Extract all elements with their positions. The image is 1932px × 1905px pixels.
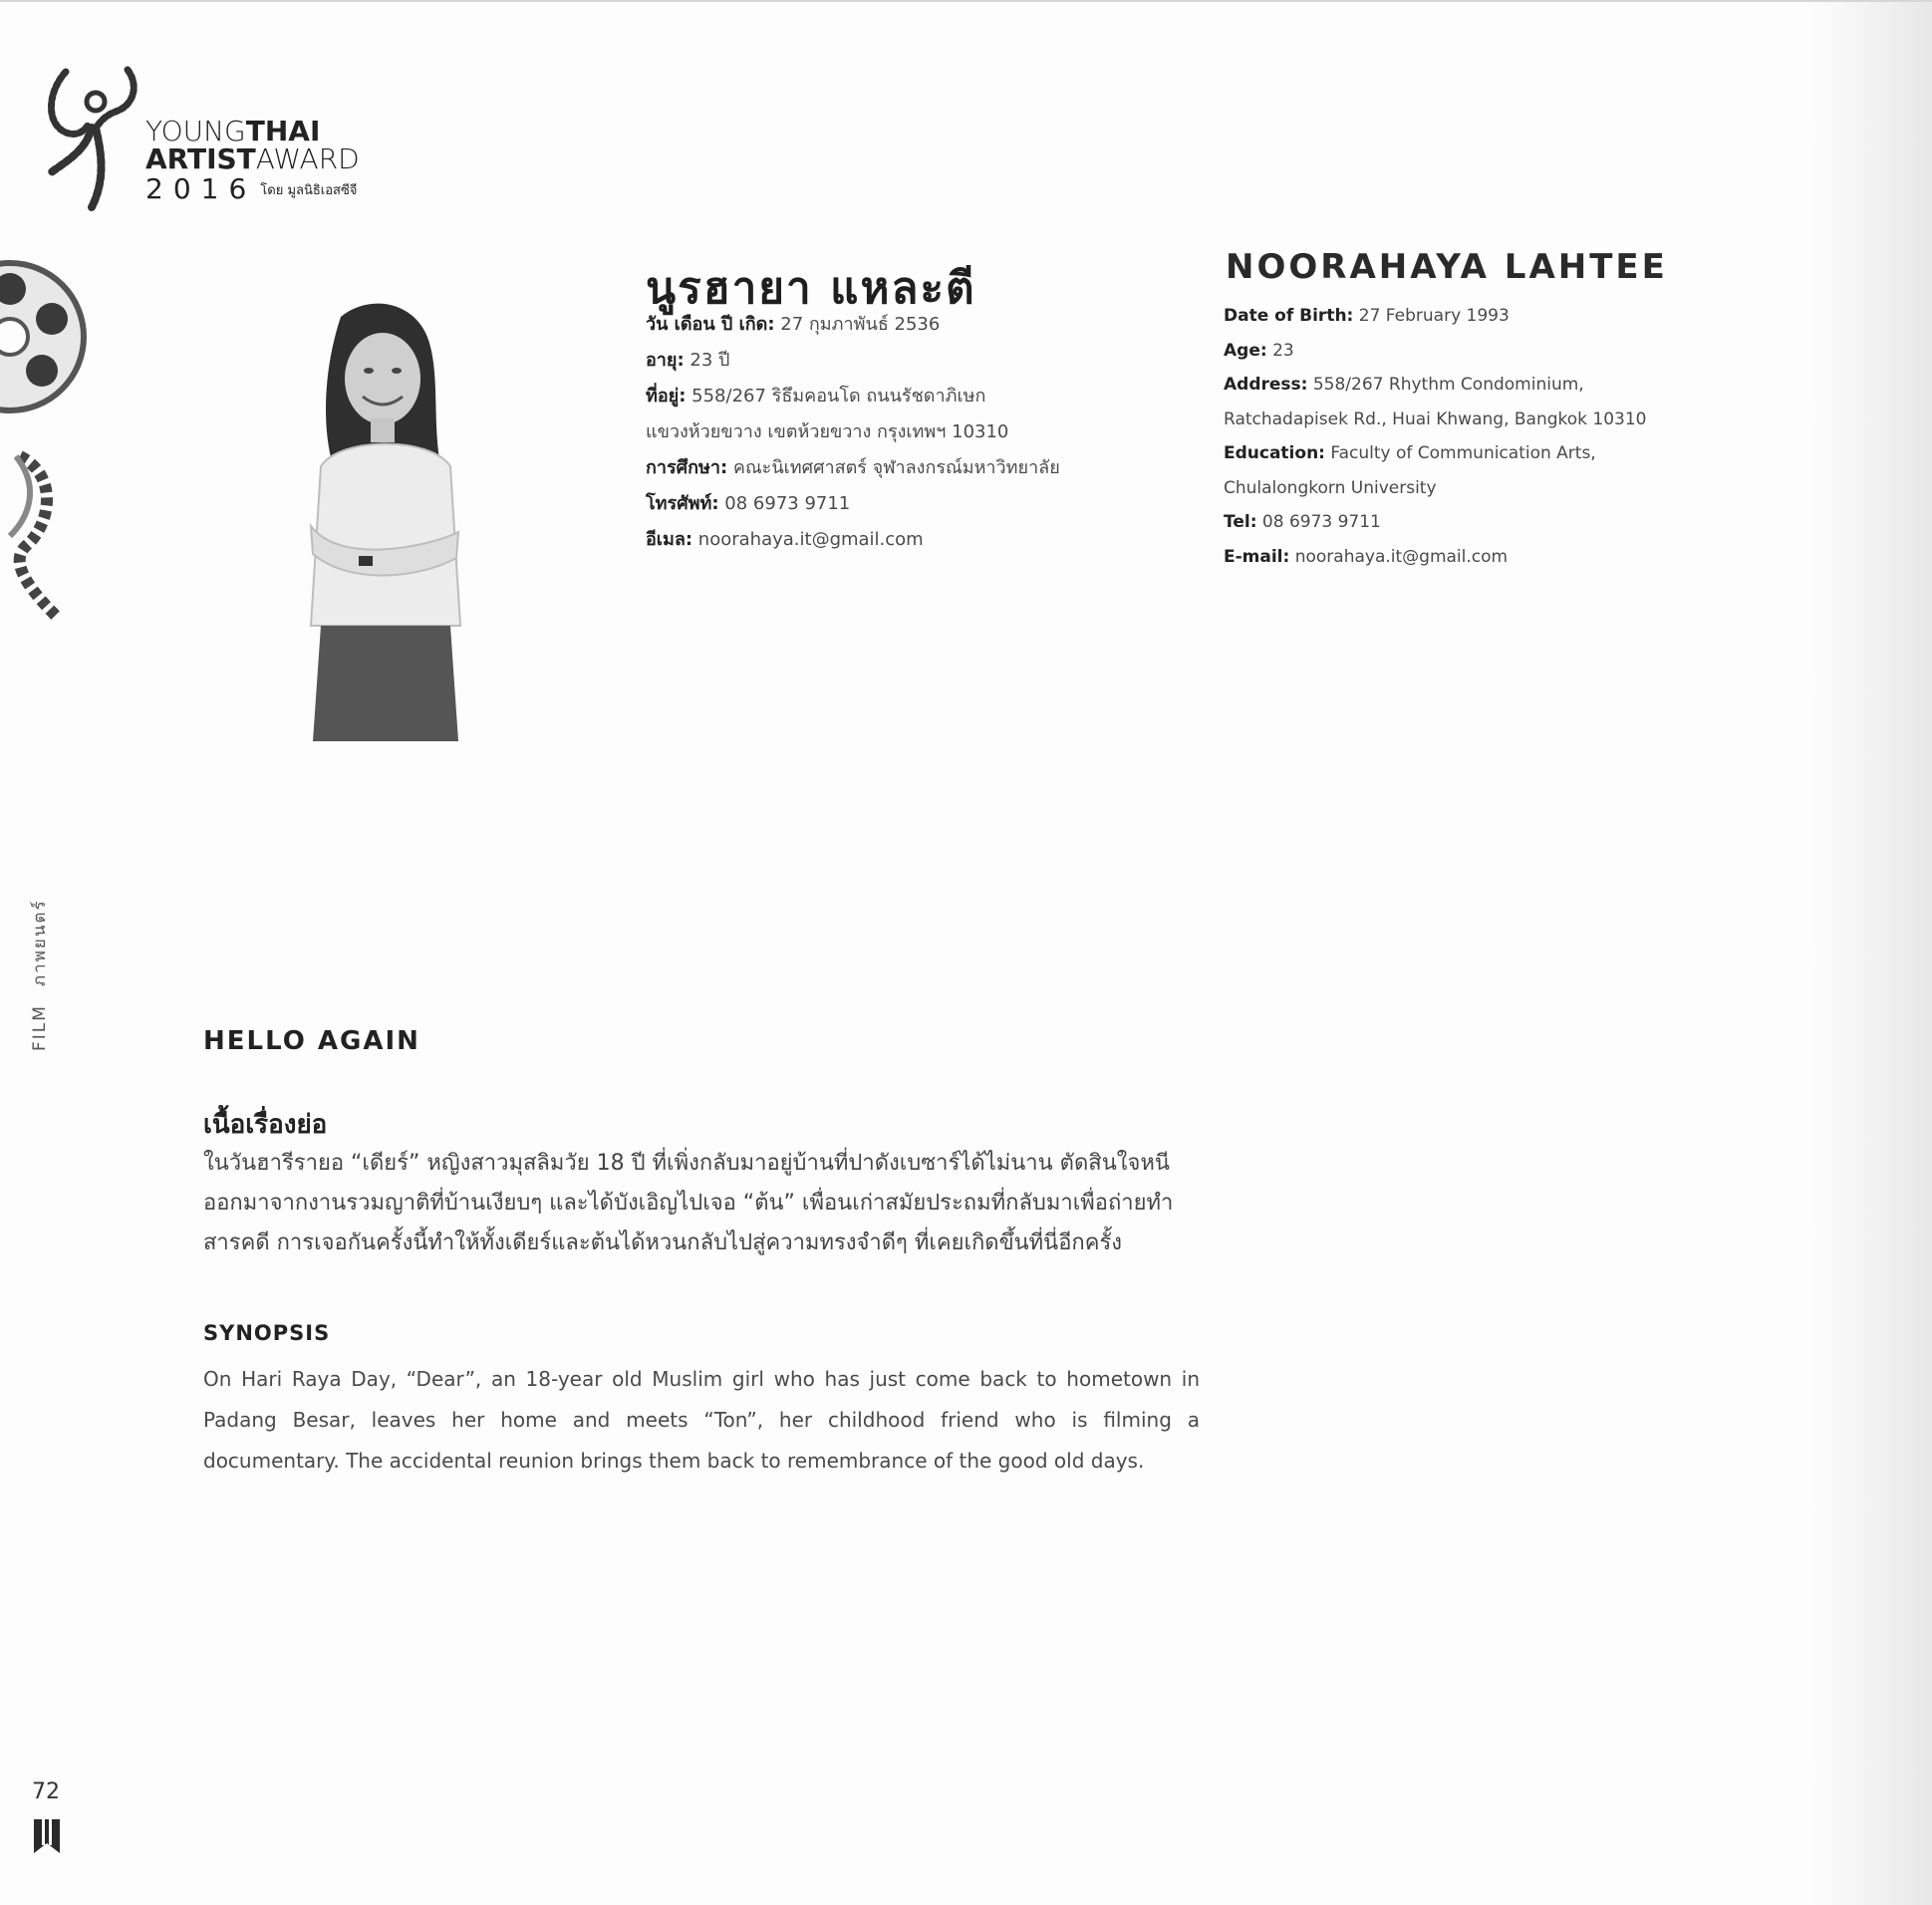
en-education-row — [1224, 436, 1782, 471]
thai-age-value: 23 ปี — [690, 350, 730, 371]
thai-education-value: คณะนิเทศศาสตร์ จุฬาลงกรณ์มหาวิทยาลัย — [732, 457, 1060, 478]
en-address-line1: 558/267 Rhythm Condominium, — [1312, 375, 1584, 395]
section-side-label — [26, 899, 53, 1051]
en-tel-row — [1224, 505, 1782, 540]
page-top-edge — [0, 0, 1932, 2]
profile-english — [1224, 299, 1782, 574]
synopsis-english-heading: SYNOPSIS — [203, 1321, 331, 1345]
thai-address-label: ที่อยู่: — [646, 386, 687, 407]
en-age-row — [1224, 334, 1782, 369]
logo-young: YOUNG — [145, 115, 246, 147]
thai-tel-value: 08 6973 9711 — [724, 493, 851, 514]
en-dob-value: 27 February 1993 — [1358, 306, 1510, 326]
en-address-label: Address: — [1224, 375, 1308, 395]
thai-age-row — [646, 343, 1164, 379]
thai-age-label: อายุ: — [646, 350, 685, 371]
en-email-value: noorahaya.it@gmail.com — [1294, 546, 1509, 567]
synopsis-english-text: On Hari Raya Day, “Dear”, an 18-year old Muslim girl who has just come back to hometown in Padang Besar, leaves her home and meets “Ton”, her childhood friend who is filming a documentary. The accidental reunion brings them back to remembrance of the good old days. — [203, 1367, 1200, 1473]
synopsis-thai-heading: เนื้อเรื่องย่อ — [203, 1110, 328, 1140]
thai-tel-row — [646, 486, 1164, 522]
page-gutter-shadow — [1812, 0, 1932, 1905]
profile-thai — [646, 307, 1164, 558]
logo-thai: THAI — [245, 115, 321, 147]
en-tel-label: Tel: — [1224, 512, 1257, 532]
logo-year: 2016 — [145, 172, 257, 205]
film-title: HELLO AGAIN — [203, 1026, 420, 1056]
thai-dob-row — [646, 307, 1164, 343]
logo-artist: ARTIST — [145, 142, 256, 175]
award-logo — [36, 62, 360, 211]
artist-name-english: NOORAHAYA LAHTEE — [1226, 247, 1668, 287]
artist-name-thai: นูรฮายา แหละตี — [646, 263, 976, 314]
thai-address-row — [646, 379, 1164, 414]
thai-dob-label: วัน เดือน ปี เกิด: — [646, 314, 775, 335]
thai-tel-label: โทรศัพท์: — [646, 493, 719, 514]
synopsis-thai-text: ในวันฮารีรายอ “เดียร์” หญิงสาวมุสลิมวัย 18 ปี ที่เพิ่งกลับมาอยู่บ้านที่ปาดังเบซาร์ได้ไม่นาน ตัดสินใจหนีออกมาจากงานรวมญาติที่บ้านเงียบๆ และได้บังเอิญไปเจอ “ต้น” เพื่อนเก่าสมัยประถมที่กลับมาเพื่อถ่ายทำสารคดี การเจอกันครั้งนี้ทำให้ทั้งเดียร์และต้นได้หวนกลับไปสู่ความทรงจำดีๆ ที่เคยเกิดขึ้นที่นี่อีกครั้ง — [203, 1151, 1174, 1255]
side-label-th: ภาพยนตร์ — [30, 899, 50, 987]
en-education-line2: Chulalongkorn University — [1224, 477, 1437, 498]
en-dob-label: Date of Birth: — [1224, 306, 1354, 326]
page-number: 72 — [32, 1779, 60, 1804]
side-label-en: FILM — [30, 1004, 50, 1051]
thai-email-value: noorahaya.it@gmail.com — [697, 529, 924, 550]
film-reel-icon — [0, 257, 90, 656]
bookmark-icon — [34, 1819, 60, 1853]
en-age-value: 23 — [1272, 340, 1294, 361]
en-education-label: Education: — [1224, 443, 1325, 463]
en-education-line1: Faculty of Communication Arts, — [1330, 443, 1596, 463]
thai-email-label: อีเมล: — [646, 529, 693, 550]
thai-email-row — [646, 522, 1164, 558]
artist-portrait — [281, 297, 490, 741]
en-age-label: Age: — [1224, 340, 1267, 361]
thai-education-row — [646, 450, 1164, 486]
en-dob-row — [1224, 299, 1782, 334]
logo-award: AWARD — [255, 142, 360, 175]
en-address-line2: Ratchadapisek Rd., Huai Khwang, Bangkok 10310 — [1224, 408, 1647, 429]
logo-wordmark — [145, 115, 360, 205]
thai-address-line2: แขวงห้วยขวาง เขตห้วยขวาง กรุงเทพฯ 10310 — [646, 421, 1009, 442]
thai-education-label: การศึกษา: — [646, 457, 728, 478]
logo-by-scg: โดย มูลนิธิเอสซีจี — [260, 182, 358, 198]
en-email-row — [1224, 540, 1782, 575]
thai-address-line1: 558/267 ริธึมคอนโด ถนนรัชดาภิเษก — [691, 386, 986, 407]
en-address-row — [1224, 368, 1782, 403]
en-tel-value: 08 6973 9711 — [1261, 512, 1381, 532]
thai-dob-value: 27 กุมภาพันธ์ 2536 — [780, 314, 941, 335]
en-email-label: E-mail: — [1224, 546, 1290, 567]
dancing-figure-icon — [36, 62, 155, 211]
